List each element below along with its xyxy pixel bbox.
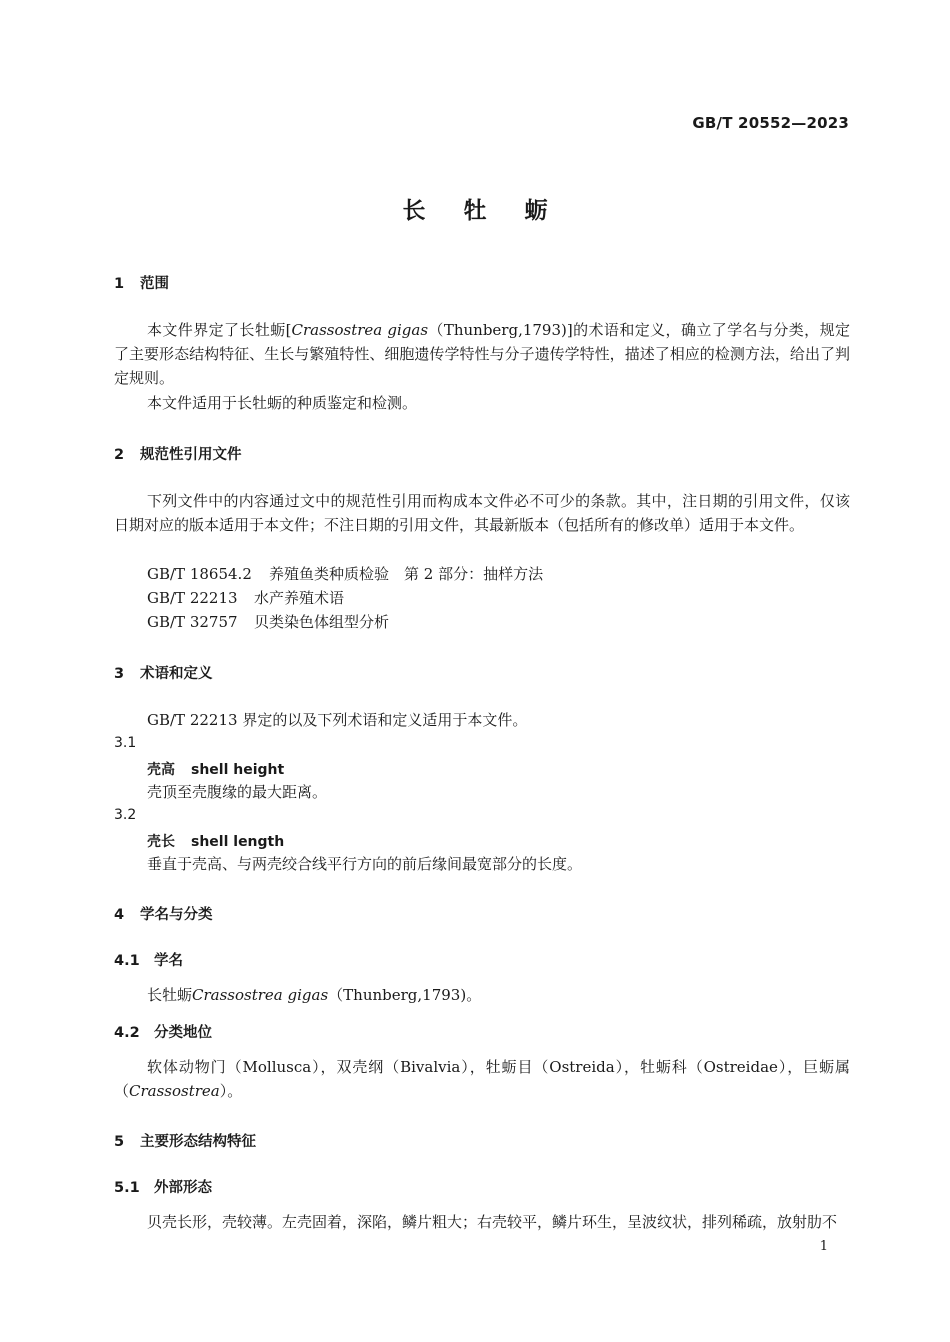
reference-item [147,610,389,634]
term-zh: 壳高 [147,762,175,778]
term-heading [147,759,284,779]
section-heading-4 [114,903,213,924]
genus-name: Crassostrea [129,1082,220,1100]
reference-title: 贝类染色体组型分析 [254,613,390,631]
section-number: 1 [114,276,125,292]
section-number: 3 [114,666,125,682]
page-number: 1 [819,1239,828,1254]
species-name: Crassostrea gigas [291,321,429,339]
external-morphology-text: 贝壳长形，壳较薄。左壳固着，深陷，鳞片粗大；右壳较平，鳞片环生，呈波纹状，排列稀疏，放射肋不 [147,1213,838,1231]
scope-paragraph [114,318,850,390]
terms-intro: GB/T 22213 界定的以及下列术语和定义适用于本文件。 [147,711,528,729]
section-number: 2 [114,447,125,463]
subsection-number: 5.1 [114,1180,140,1196]
reference-code: GB/T 32757 [147,613,238,631]
term-heading [147,831,284,851]
reference-item [147,562,543,586]
reference-code: GB/T 22213 [147,589,238,607]
section-title: 规范性引用文件 [140,447,242,463]
section-title: 学名与分类 [140,907,213,923]
section-heading-5 [114,1130,256,1151]
scope-applicability: 本文件适用于长牡蛎的种质鉴定和检测。 [147,394,418,412]
section-title: 术语和定义 [140,666,213,682]
text-run: 本文件界定了长牡蛎[ [147,321,292,339]
standard-number: GB/T 20552—2023 [692,114,849,132]
references-paragraph: 下列文件中的内容通过文中的规范性引用而构成本文件必不可少的条款。其中，注日期的引用文件，仅该日期对应的版本适用于本文件；不注日期的引用文件，其最新版本（包括所有的修改单）适用于本文件。 [114,492,850,534]
section-number: 5 [114,1134,125,1150]
document-title: 长牡蛎 [402,198,586,224]
species-name: Crassostrea gigas [192,986,329,1004]
term-zh: 壳长 [147,834,175,850]
subsection-title: 学名 [154,953,183,969]
text-run: （Thunberg,1793)。 [328,986,482,1004]
text-run: 长牡蛎 [147,986,193,1004]
subsection-heading-5-1 [114,1176,212,1197]
section-heading-2 [114,443,242,464]
text-run: 软体动物门（Mollusca），双壳纲（Bivalvia），牡蛎目（Ostreida），牡蛎科（Ostreidae），巨蛎属（ [114,1058,850,1100]
term-number: 3.2 [114,807,137,823]
reference-title: 养殖鱼类种质检验 第 2 部分：抽样方法 [269,565,544,583]
term-definition: 垂直于壳高、与两壳绞合线平行方向的前后缘间最宽部分的长度。 [147,855,583,873]
subsection-title: 外部形态 [154,1180,212,1196]
text-run: （Thunberg,1793)]的术语和定义，确立了学名与分类，规定了主要形态结构特征、生长与繁殖特性、细胞遗传学特性与分子遗传学特性，描述了相应的检测方法，给出了判定规则。 [114,321,850,387]
section-heading-1 [114,272,169,293]
term-number: 3.1 [114,735,137,751]
term-en: shell height [191,762,285,778]
section-title: 范围 [140,276,169,292]
subsection-heading-4-1 [114,949,183,970]
section-title: 主要形态结构特征 [140,1134,256,1150]
classification-paragraph [114,1055,850,1103]
scientific-name-text [147,983,481,1007]
subsection-number: 4.2 [114,1025,140,1041]
term-definition: 壳顶至壳腹缘的最大距离。 [147,783,328,801]
term-en: shell length [191,834,285,850]
subsection-number: 4.1 [114,953,140,969]
reference-title: 水产养殖术语 [254,589,345,607]
text-run: ）。 [219,1082,243,1100]
subsection-heading-4-2 [114,1021,212,1042]
reference-code: GB/T 18654.2 [147,565,252,583]
section-number: 4 [114,907,125,923]
section-heading-3 [114,662,213,683]
subsection-title: 分类地位 [154,1025,212,1041]
reference-item [147,586,344,610]
